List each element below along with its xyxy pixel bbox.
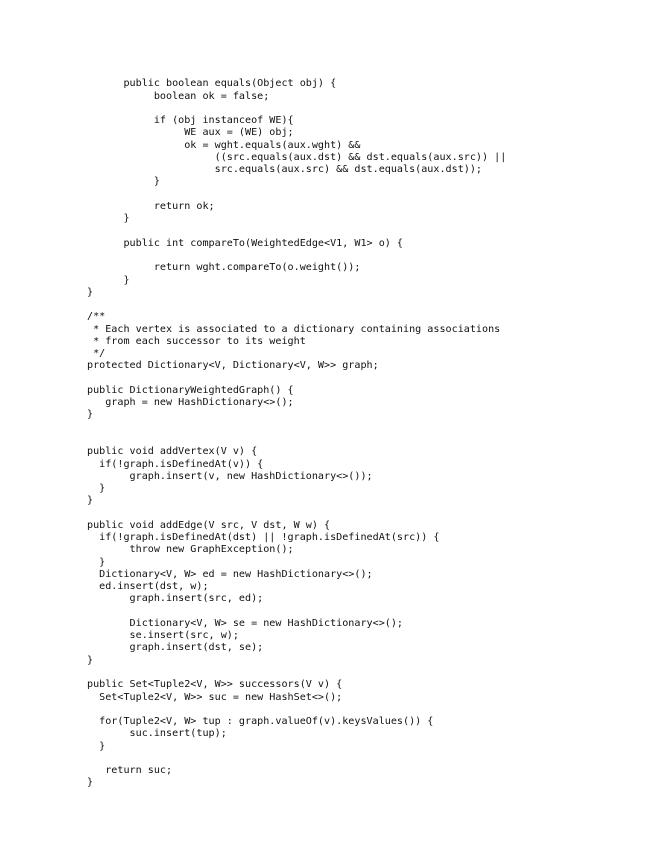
code-line: public Set<Tuple2<V, W>> successors(V v) {: [87, 679, 343, 691]
code-line: [87, 299, 506, 311]
code-line: public int compareTo(WeightedEdge<V1, W1> o) {: [87, 237, 404, 249]
code-line: [87, 704, 506, 716]
code-listing: [87, 66, 506, 790]
code-line: src.equals(aux.src) && dst.equals(aux.dst));: [87, 164, 483, 176]
code-line: if(!graph.isDefinedAt(dst) || !graph.isDefinedAt(src)) {: [87, 532, 440, 544]
code-line: graph = new HashDictionary<>();: [87, 397, 294, 409]
code-line: [87, 66, 506, 78]
code-line: [87, 434, 506, 446]
code-line: Dictionary<V, W> ed = new HashDictionary<>();: [87, 568, 373, 580]
code-line: [87, 103, 506, 115]
code-line: ((src.equals(aux.dst) && dst.equals(aux.src)) ||: [87, 151, 507, 163]
code-line: */: [87, 348, 106, 360]
code-line: return suc;: [87, 765, 173, 777]
code-line: }: [87, 654, 94, 666]
code-line: }: [87, 409, 94, 421]
code-line: public void addVertex(V v) {: [87, 446, 258, 458]
code-line: se.insert(src, w);: [87, 630, 239, 642]
code-line: public DictionaryWeightedGraph() {: [87, 384, 294, 396]
code-line: [87, 606, 506, 618]
code-line: }: [87, 213, 130, 225]
code-line: [87, 508, 506, 520]
code-line: [87, 422, 506, 434]
code-line: ed.insert(dst, w);: [87, 581, 209, 593]
code-line: [87, 189, 506, 201]
code-line: [87, 667, 506, 679]
code-line: protected Dictionary<V, Dictionary<V, W>> graph;: [87, 360, 379, 372]
code-line: [87, 373, 506, 385]
code-line: Set<Tuple2<V, W>> suc = new HashSet<>();: [87, 691, 343, 703]
code-line: if(!graph.isDefinedAt(v)) {: [87, 458, 264, 470]
code-line: for(Tuple2<V, W> tup : graph.valueOf(v).keysValues()) {: [87, 716, 434, 728]
code-line: }: [87, 274, 130, 286]
code-line: Dictionary<V, W> se = new HashDictionary<>();: [87, 617, 404, 629]
code-line: }: [87, 495, 94, 507]
code-line: graph.insert(v, new HashDictionary<>());: [87, 470, 373, 482]
code-line: if (obj instanceof WE){: [87, 115, 294, 127]
code-line: boolean ok = false;: [87, 90, 270, 102]
code-line: * Each vertex is associated to a dictionary containing associations: [87, 323, 501, 335]
code-line: WE aux = (WE) obj;: [87, 127, 294, 139]
code-line: }: [87, 176, 160, 188]
code-line: public boolean equals(Object obj) {: [87, 78, 337, 90]
code-line: public void addEdge(V src, V dst, W w) {: [87, 519, 331, 531]
code-line: [87, 225, 506, 237]
code-line: }: [87, 556, 106, 568]
code-line: suc.insert(tup);: [87, 728, 227, 740]
code-line: }: [87, 777, 94, 789]
code-line: graph.insert(dst, se);: [87, 642, 264, 654]
code-line: /**: [87, 311, 106, 323]
code-line: return wght.compareTo(o.weight());: [87, 262, 361, 274]
code-line: * from each successor to its weight: [87, 335, 306, 347]
code-line: [87, 753, 506, 765]
code-line: return ok;: [87, 200, 215, 212]
code-line: graph.insert(src, ed);: [87, 593, 264, 605]
code-line: }: [87, 740, 106, 752]
code-line: ok = wght.equals(aux.wght) &&: [87, 139, 361, 151]
code-line: throw new GraphException();: [87, 544, 294, 556]
code-line: }: [87, 483, 106, 495]
code-line: [87, 250, 506, 262]
code-line: }: [87, 286, 94, 298]
